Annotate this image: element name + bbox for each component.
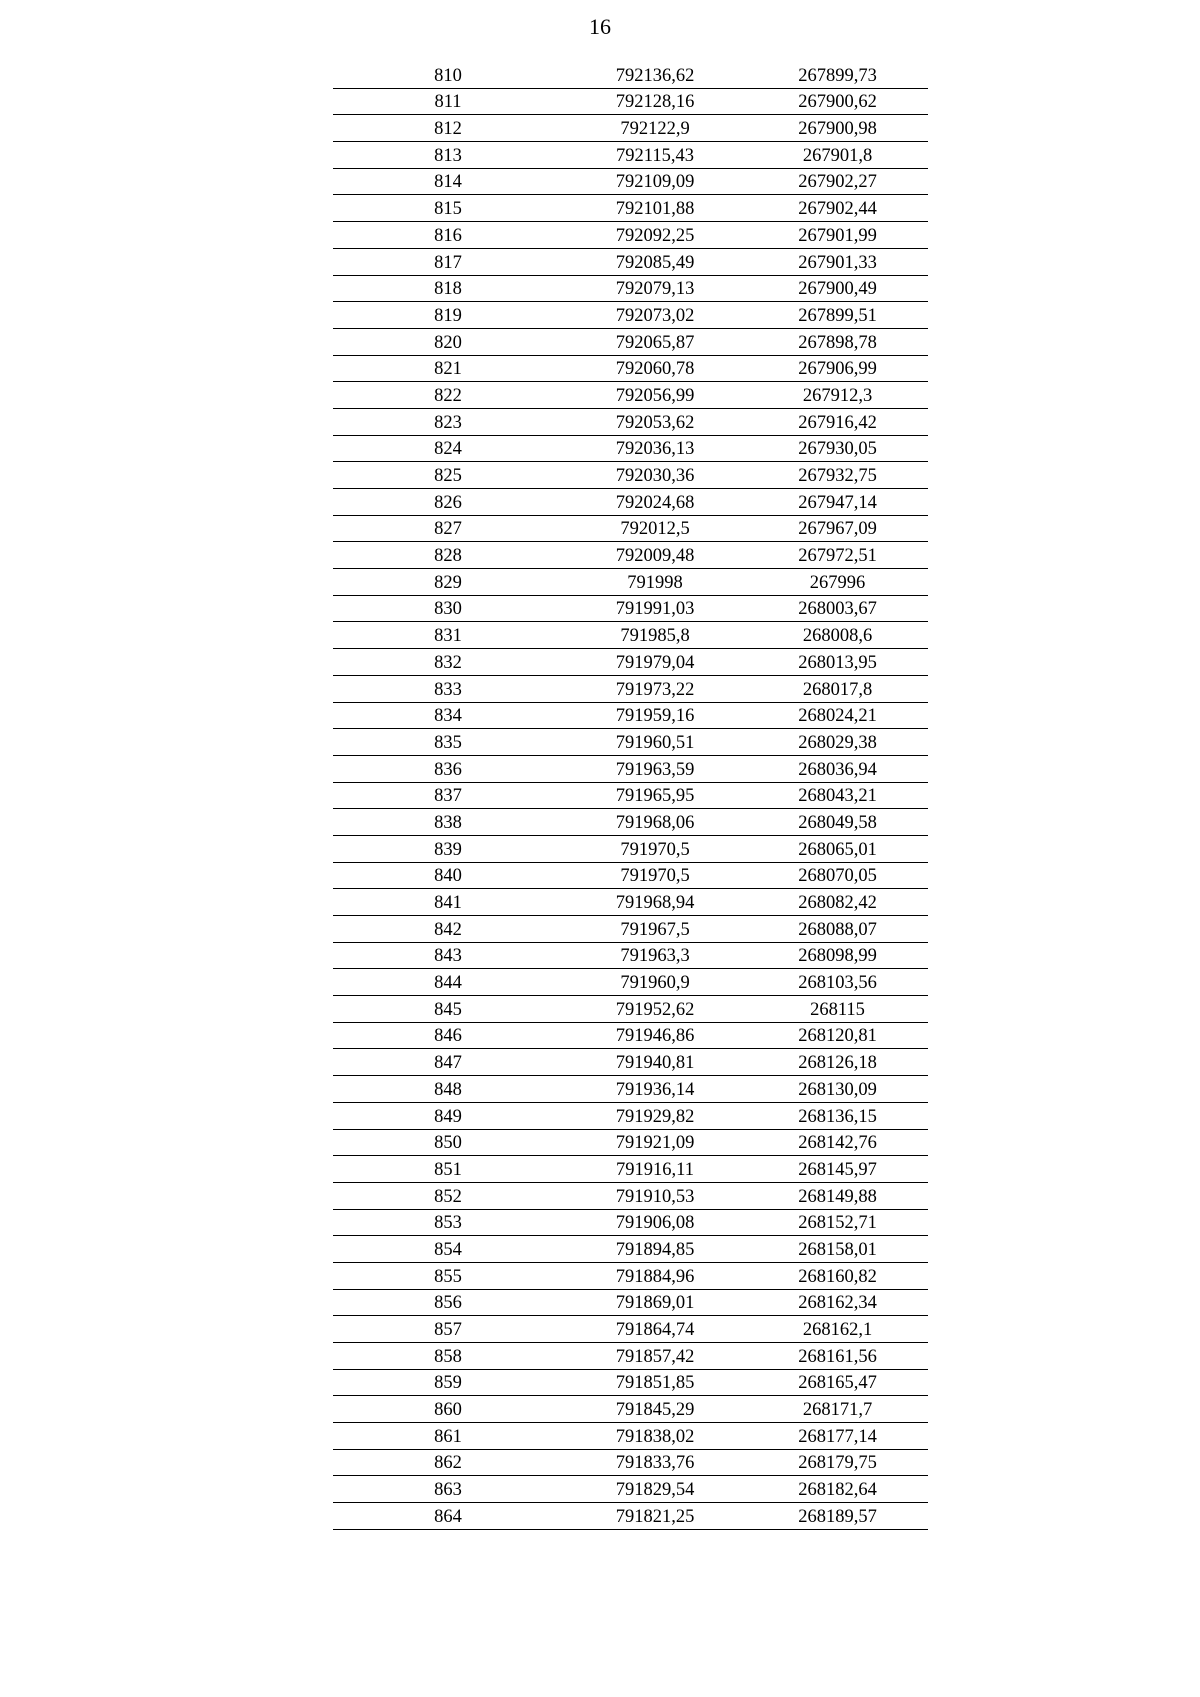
table-row: [333, 729, 928, 756]
table-row: [333, 1130, 928, 1157]
table-row: [333, 436, 928, 463]
point-number-cell: 818: [434, 279, 462, 300]
x-coordinate-cell: 791936,14: [615, 1079, 695, 1100]
table-row: [333, 89, 928, 116]
y-coordinate-cell: 268103,56: [798, 973, 877, 994]
point-number-cell: 833: [434, 679, 462, 700]
x-coordinate-cell: 791838,02: [615, 1426, 695, 1447]
y-coordinate-cell: 267902,44: [798, 199, 877, 220]
point-number-cell: 811: [434, 92, 462, 113]
table-row: [333, 1370, 928, 1397]
x-coordinate-cell: 792053,62: [615, 412, 695, 433]
x-coordinate-cell: 792056,99: [615, 385, 695, 406]
y-coordinate-cell: 268120,81: [798, 1026, 877, 1047]
x-coordinate-cell: 791829,54: [615, 1480, 695, 1501]
table-row: [333, 1210, 928, 1237]
y-coordinate-cell: 268158,01: [798, 1239, 877, 1260]
y-coordinate-cell: 267901,8: [802, 145, 873, 166]
x-coordinate-cell: 791960,51: [615, 732, 695, 753]
y-coordinate-cell: 267967,09: [798, 519, 877, 540]
y-coordinate-cell: 268043,21: [798, 786, 877, 807]
x-coordinate-cell: 792079,13: [615, 279, 695, 300]
point-number-cell: 822: [434, 385, 462, 406]
y-coordinate-cell: 267900,49: [798, 279, 877, 300]
y-coordinate-cell: 268136,15: [798, 1106, 877, 1127]
x-coordinate-cell: 791910,53: [615, 1186, 695, 1207]
x-coordinate-cell: 792030,36: [615, 466, 695, 486]
table-row: [333, 1343, 928, 1370]
x-coordinate-cell: 791894,85: [615, 1239, 695, 1260]
point-number-cell: 849: [434, 1106, 462, 1127]
y-coordinate-cell: 267947,14: [798, 492, 877, 513]
table-row: [333, 115, 928, 142]
y-coordinate-cell: 267900,98: [798, 119, 877, 140]
table-row: [333, 1503, 928, 1530]
x-coordinate-cell: 791963,59: [615, 759, 695, 780]
table-row: [333, 596, 928, 623]
x-coordinate-cell: 792024,68: [615, 492, 695, 513]
point-number-cell: 810: [434, 65, 462, 86]
x-coordinate-cell: 792101,88: [615, 199, 695, 220]
point-number-cell: 864: [434, 1506, 462, 1527]
x-coordinate-cell: 791906,08: [615, 1213, 695, 1234]
y-coordinate-cell: 267902,27: [798, 172, 877, 193]
table-row: [333, 276, 928, 303]
table-row: [333, 889, 928, 916]
x-coordinate-cell: 792009,48: [615, 546, 695, 567]
table-row: [333, 356, 928, 383]
y-coordinate-cell: 267901,99: [798, 225, 877, 246]
y-coordinate-cell: 268013,95: [798, 652, 877, 673]
x-coordinate-cell: 792060,78: [615, 359, 695, 380]
y-coordinate-cell: 267899,51: [798, 305, 877, 326]
point-number-cell: 853: [434, 1213, 462, 1234]
x-coordinate-cell: 792065,87: [615, 332, 695, 353]
y-coordinate-cell: 267898,78: [798, 332, 877, 353]
x-coordinate-cell: 791959,16: [615, 706, 695, 727]
x-coordinate-cell: 792128,16: [615, 92, 695, 113]
y-coordinate-cell: 268179,75: [798, 1453, 877, 1474]
x-coordinate-cell: 792109,09: [615, 172, 695, 193]
table-row: [333, 676, 928, 703]
point-number-cell: 844: [434, 973, 462, 994]
y-coordinate-cell: 268171,7: [802, 1400, 873, 1421]
table-row: [333, 1023, 928, 1050]
x-coordinate-cell: 791973,22: [615, 679, 695, 700]
point-number-cell: 846: [434, 1026, 462, 1047]
table-row: [333, 489, 928, 516]
point-number-cell: 812: [434, 119, 462, 140]
table-row: [333, 1049, 928, 1076]
x-coordinate-cell: 791929,82: [615, 1106, 695, 1127]
x-coordinate-cell: 791991,03: [615, 599, 695, 620]
table-row: [333, 409, 928, 436]
x-coordinate-cell: 791857,42: [615, 1346, 695, 1367]
table-row: [333, 1316, 928, 1343]
table-row: [333, 382, 928, 409]
y-coordinate-cell: 267916,42: [798, 412, 877, 433]
point-number-cell: 831: [434, 626, 462, 647]
table-row: [333, 783, 928, 810]
x-coordinate-cell: 791968,94: [615, 893, 695, 913]
table-row: [333, 916, 928, 943]
point-number-cell: 862: [434, 1453, 462, 1474]
table-row: [333, 809, 928, 836]
y-coordinate-cell: 268177,14: [798, 1426, 877, 1447]
y-coordinate-cell: 268082,42: [798, 893, 877, 913]
y-coordinate-cell: 268149,88: [798, 1186, 877, 1207]
x-coordinate-cell: 792036,13: [615, 439, 695, 460]
table-row: [333, 1450, 928, 1477]
y-coordinate-cell: 268070,05: [798, 866, 877, 887]
x-coordinate-cell: 792073,02: [615, 305, 695, 326]
table-row: [333, 329, 928, 356]
x-coordinate-cell: 791884,96: [615, 1266, 695, 1287]
x-coordinate-cell: 791963,3: [620, 946, 690, 967]
table-row: [333, 703, 928, 730]
y-coordinate-cell: 268126,18: [798, 1053, 877, 1074]
table-row: [333, 249, 928, 276]
point-number-cell: 843: [434, 946, 462, 967]
table-row: [333, 62, 928, 89]
y-coordinate-cell: 267912,3: [802, 385, 873, 406]
point-number-cell: 825: [434, 466, 462, 486]
x-coordinate-cell: 791985,8: [620, 626, 690, 647]
y-coordinate-cell: 268088,07: [798, 919, 877, 940]
point-number-cell: 826: [434, 492, 462, 513]
x-coordinate-cell: 792122,9: [620, 119, 690, 140]
point-number-cell: 824: [434, 439, 462, 460]
table-row: [333, 1076, 928, 1103]
point-number-cell: 815: [434, 199, 462, 220]
y-coordinate-cell: 268029,38: [798, 732, 877, 753]
table-row: [333, 1263, 928, 1290]
point-number-cell: 834: [434, 706, 462, 727]
x-coordinate-cell: 792092,25: [615, 225, 695, 246]
point-number-cell: 827: [434, 519, 462, 540]
point-number-cell: 845: [434, 999, 462, 1020]
point-number-cell: 857: [434, 1320, 462, 1340]
table-row: [333, 142, 928, 169]
table-row: [333, 195, 928, 222]
y-coordinate-cell: 268008,6: [802, 626, 873, 647]
table-row: [333, 542, 928, 569]
y-coordinate-cell: 267972,51: [798, 546, 877, 567]
point-number-cell: 819: [434, 305, 462, 326]
y-coordinate-cell: 268130,09: [798, 1079, 877, 1100]
y-coordinate-cell: 268161,56: [798, 1346, 877, 1367]
x-coordinate-cell: 791821,25: [615, 1506, 695, 1527]
x-coordinate-cell: 791970,5: [620, 866, 690, 887]
x-coordinate-cell: 791960,9: [620, 973, 690, 994]
table-row: [333, 1396, 928, 1423]
x-coordinate-cell: 791965,95: [615, 786, 695, 807]
point-number-cell: 832: [434, 652, 462, 673]
table-row: [333, 836, 928, 863]
x-coordinate-cell: 791833,76: [615, 1453, 695, 1474]
x-coordinate-cell: 791851,85: [615, 1373, 695, 1394]
y-coordinate-cell: 267900,62: [798, 92, 877, 113]
y-coordinate-cell: 268036,94: [798, 759, 877, 780]
point-number-cell: 856: [434, 1293, 462, 1314]
x-coordinate-cell: 791979,04: [615, 652, 695, 673]
table-row: [333, 1476, 928, 1503]
point-number-cell: 842: [434, 919, 462, 940]
y-coordinate-cell: 268162,34: [798, 1293, 877, 1314]
table-row: [333, 1183, 928, 1210]
point-number-cell: 858: [434, 1346, 462, 1367]
x-coordinate-cell: 791845,29: [615, 1400, 695, 1421]
table-row: [333, 1423, 928, 1450]
point-number-cell: 823: [434, 412, 462, 433]
point-number-cell: 854: [434, 1239, 462, 1260]
table-row: [333, 222, 928, 249]
point-number-cell: 847: [434, 1053, 462, 1074]
y-coordinate-cell: 268098,99: [798, 946, 877, 967]
x-coordinate-cell: 791952,62: [615, 999, 695, 1020]
table-row: [333, 969, 928, 996]
x-coordinate-cell: 791916,11: [616, 1159, 694, 1180]
y-coordinate-cell: 268017,8: [802, 679, 873, 700]
table-row: [333, 756, 928, 783]
point-number-cell: 861: [434, 1426, 462, 1447]
point-number-cell: 851: [434, 1159, 462, 1180]
y-coordinate-cell: 267901,33: [798, 252, 877, 273]
table-row: [333, 622, 928, 649]
point-number-cell: 836: [434, 759, 462, 780]
table-row: [333, 1103, 928, 1130]
y-coordinate-cell: 268162,1: [802, 1320, 873, 1340]
y-coordinate-cell: 268189,57: [798, 1506, 877, 1527]
y-coordinate-cell: 267899,73: [798, 65, 877, 86]
point-number-cell: 841: [434, 893, 462, 913]
table-row: [333, 1156, 928, 1183]
point-number-cell: 850: [434, 1133, 462, 1154]
x-coordinate-cell: 791940,81: [615, 1053, 695, 1074]
table-row: [333, 462, 928, 489]
point-number-cell: 813: [434, 145, 462, 166]
x-coordinate-cell: 792012,5: [620, 519, 690, 540]
y-coordinate-cell: 268115: [810, 999, 865, 1020]
table-row: [333, 863, 928, 890]
x-coordinate-cell: 791921,09: [615, 1133, 695, 1154]
x-coordinate-cell: 791869,01: [615, 1293, 695, 1314]
x-coordinate-cell: 791998: [627, 572, 683, 593]
table-row: [333, 569, 928, 596]
table-row: [333, 1236, 928, 1263]
y-coordinate-cell: 268024,21: [798, 706, 877, 727]
point-number-cell: 821: [434, 359, 462, 380]
y-coordinate-cell: 268160,82: [798, 1266, 877, 1287]
point-number-cell: 837: [434, 786, 462, 807]
point-number-cell: 855: [434, 1266, 462, 1287]
point-number-cell: 860: [434, 1400, 462, 1421]
y-coordinate-cell: 267930,05: [798, 439, 877, 460]
table-row: [333, 649, 928, 676]
x-coordinate-cell: 792136,62: [615, 65, 695, 86]
x-coordinate-cell: 792115,43: [616, 145, 694, 166]
coordinates-table: [333, 62, 928, 1530]
table-row: [333, 1290, 928, 1317]
x-coordinate-cell: 791967,5: [620, 919, 690, 940]
x-coordinate-cell: 792085,49: [615, 252, 695, 273]
table-row: [333, 302, 928, 329]
point-number-cell: 839: [434, 839, 462, 860]
point-number-cell: 830: [434, 599, 462, 620]
point-number-cell: 852: [434, 1186, 462, 1207]
x-coordinate-cell: 791970,5: [620, 839, 690, 860]
y-coordinate-cell: 268065,01: [798, 839, 877, 860]
point-number-cell: 863: [434, 1480, 462, 1501]
table-row: [333, 516, 928, 543]
table-row: [333, 996, 928, 1023]
page-number: 16: [589, 14, 611, 39]
y-coordinate-cell: 268145,97: [798, 1159, 877, 1180]
point-number-cell: 835: [434, 732, 462, 753]
y-coordinate-cell: 267996: [809, 572, 866, 593]
y-coordinate-cell: 267932,75: [798, 466, 877, 486]
point-number-cell: 829: [434, 572, 462, 593]
point-number-cell: 820: [434, 332, 462, 353]
point-number-cell: 840: [434, 866, 462, 887]
point-number-cell: 848: [434, 1079, 462, 1100]
table-row: [333, 943, 928, 970]
y-coordinate-cell: 268003,67: [798, 599, 877, 620]
table-row: [333, 169, 928, 196]
y-coordinate-cell: 268049,58: [798, 812, 877, 833]
point-number-cell: 817: [434, 252, 462, 273]
y-coordinate-cell: 268142,76: [798, 1133, 877, 1154]
point-number-cell: 816: [434, 225, 462, 246]
y-coordinate-cell: 268165,47: [798, 1373, 877, 1394]
y-coordinate-cell: 268182,64: [798, 1480, 877, 1501]
point-number-cell: 828: [434, 546, 462, 567]
point-number-cell: 814: [434, 172, 462, 193]
point-number-cell: 838: [434, 812, 462, 833]
x-coordinate-cell: 791968,06: [615, 812, 695, 833]
y-coordinate-cell: 267906,99: [798, 359, 877, 380]
x-coordinate-cell: 791864,74: [615, 1320, 695, 1340]
y-coordinate-cell: 268152,71: [798, 1213, 877, 1234]
point-number-cell: 859: [434, 1373, 462, 1394]
x-coordinate-cell: 791946,86: [615, 1026, 695, 1047]
